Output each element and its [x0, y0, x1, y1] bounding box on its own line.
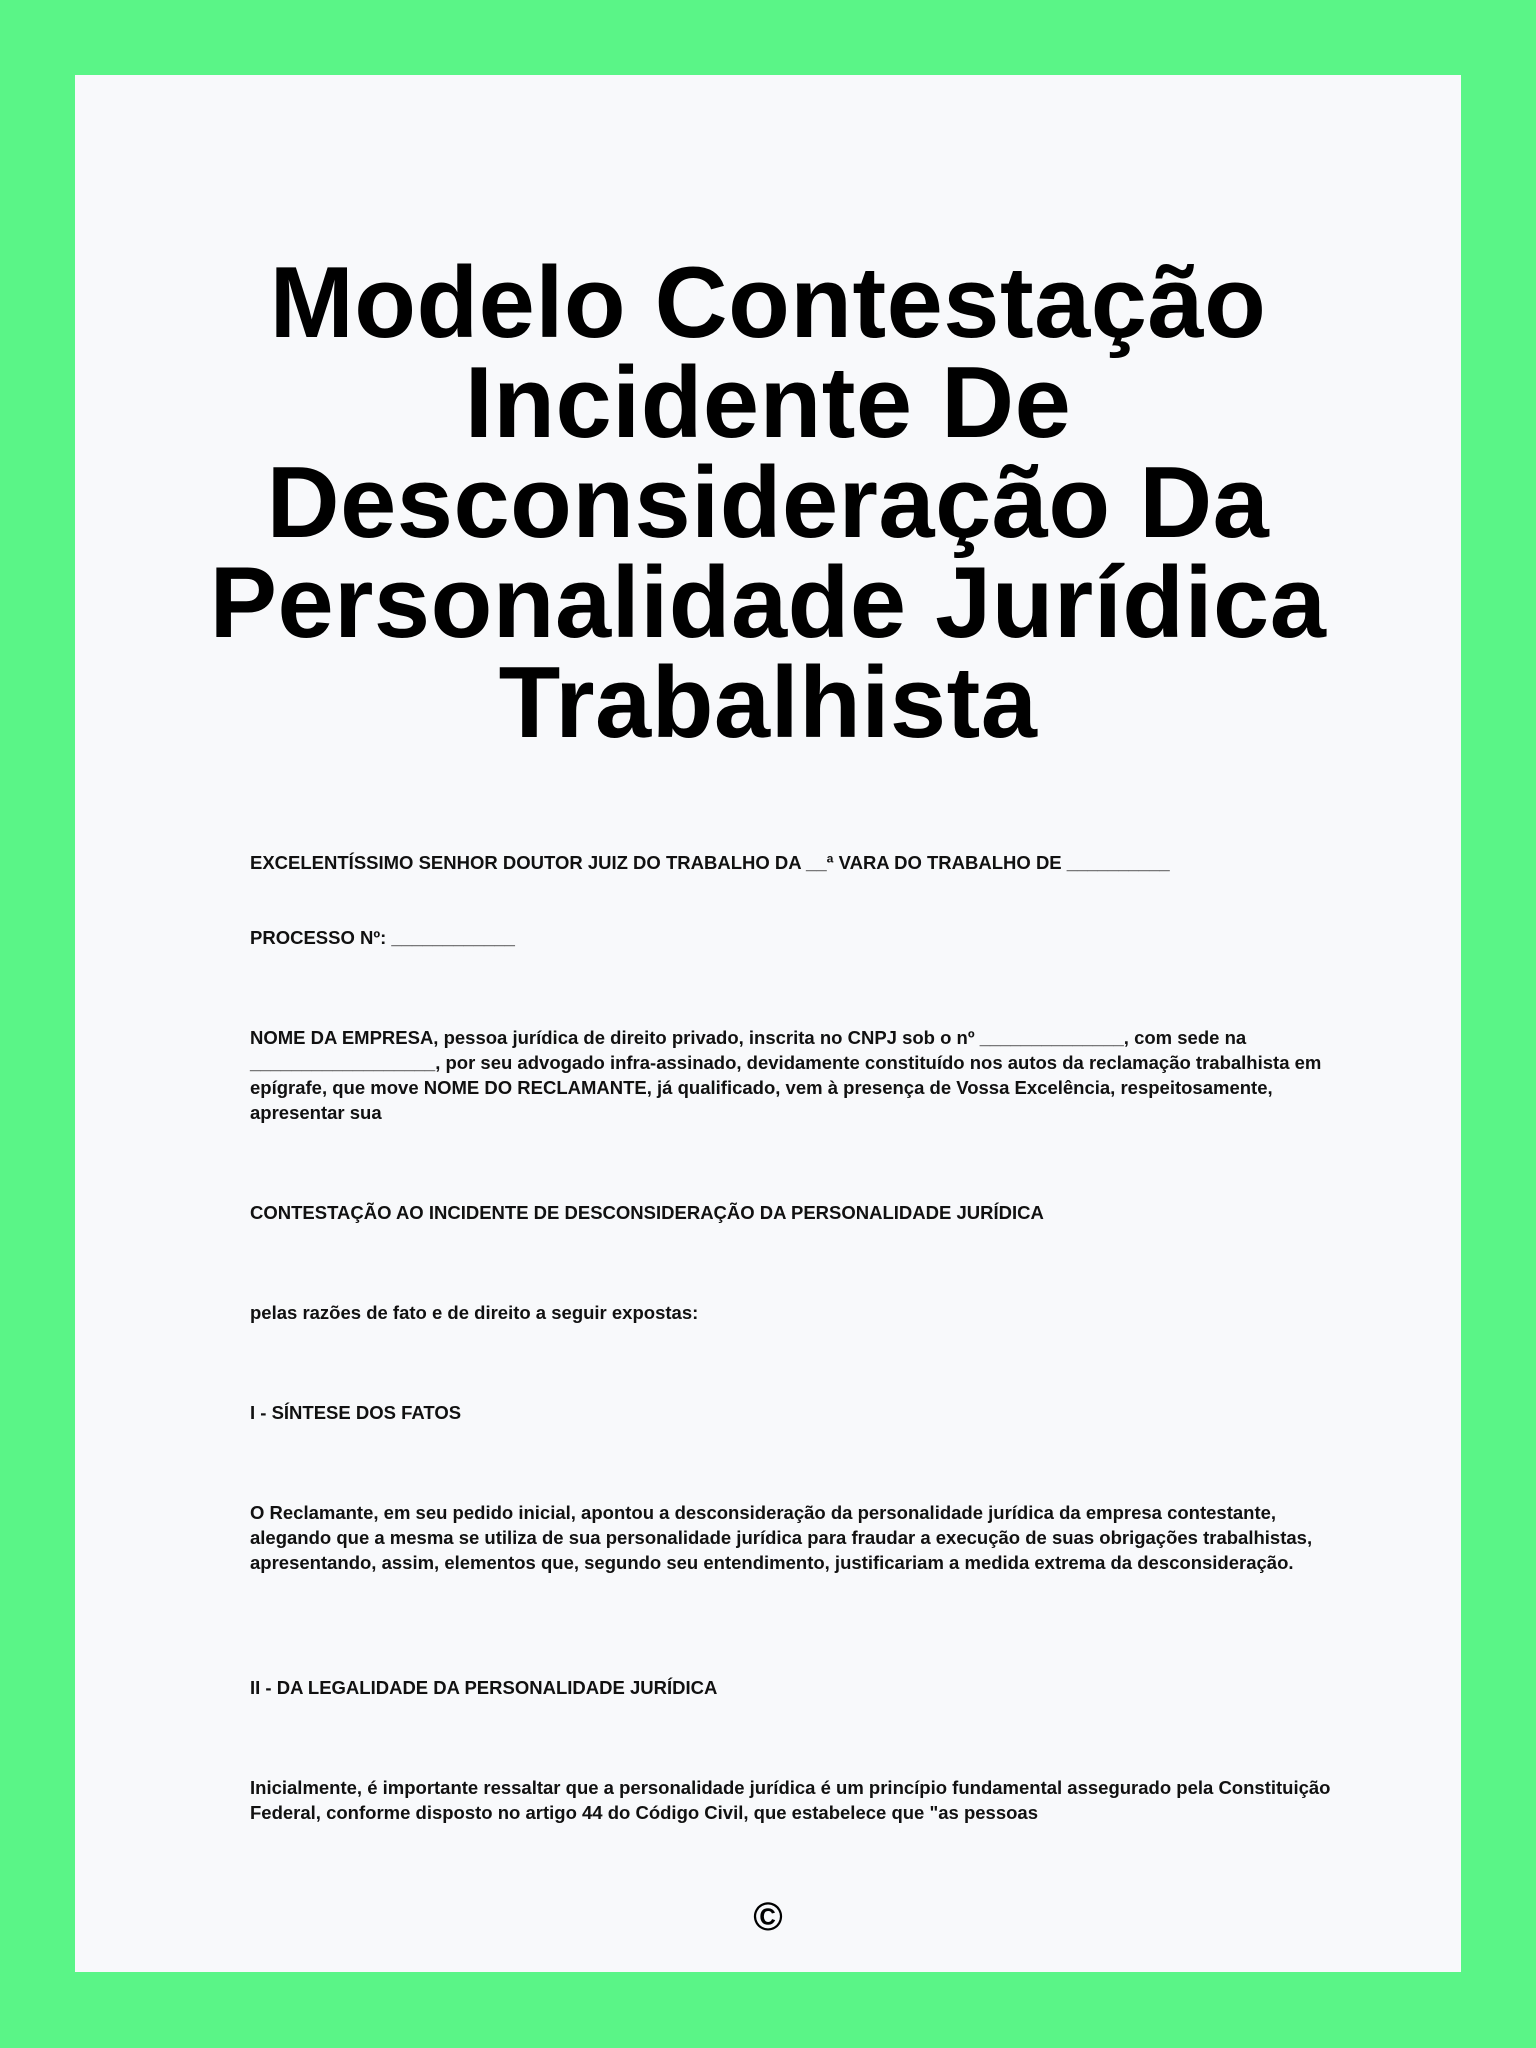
document-page — [75, 75, 1461, 1972]
qualification-paragraph: NOME DA EMPRESA, pessoa jurídica de direito privado, inscrita no CNPJ sob o nº ______________, com sede na __________________, por seu advogado infra-assinado, devidamente constituído nos autos da reclamação trabalhista em epígrafe, que move NOME DO RECLAMANTE, já qualificado, vem à presença de Vossa Excelência, respeitosamente, apresentar sua — [250, 1027, 1322, 1123]
intro-line: pelas razões de fato e de direito a seguir expostas: — [250, 1302, 699, 1323]
process-number: PROCESSO Nº: ____________ — [250, 927, 515, 948]
title-line-3: Desconsideração Da — [266, 447, 1270, 559]
petition-name: CONTESTAÇÃO AO INCIDENTE DE DESCONSIDERAÇÃO DA PERSONALIDADE JURÍDICA — [250, 1202, 1044, 1223]
document-title — [75, 247, 1461, 759]
title-line-5: Trabalhista — [498, 647, 1038, 759]
section-2-paragraph: Inicialmente, é importante ressaltar que a personalidade jurídica é um princípio fundamental assegurado pela Constituição Federal, conforme disposto no artigo 44 do Código Civil, que estabelece que "as pessoas — [250, 1777, 1331, 1823]
title-line-2: Incidente De — [464, 347, 1072, 459]
section-1-paragraph: O Reclamante, em seu pedido inicial, apontou a desconsideração da personalidade jurídica da empresa contestante, alegando que a mesma se utiliza de sua personalidade jurídica para fraudar a execução de suas obrigações trabalhistas, apresentando, assim, elementos que, segundo seu entendimento, justificariam a medida extrema da desconsideração. — [250, 1502, 1313, 1573]
section-1-heading: I - SÍNTESE DOS FATOS — [250, 1402, 462, 1423]
addressee-line: EXCELENTÍSSIMO SENHOR DOUTOR JUIZ DO TRABALHO DA __ª VARA DO TRABALHO DE __________ — [250, 852, 1170, 873]
section-2-heading: II - DA LEGALIDADE DA PERSONALIDADE JURÍDICA — [250, 1677, 718, 1698]
title-line-4: Personalidade Jurídica — [209, 547, 1327, 659]
title-line-1: Modelo Contestação — [269, 247, 1267, 359]
copyright-icon: © — [753, 1895, 783, 1939]
